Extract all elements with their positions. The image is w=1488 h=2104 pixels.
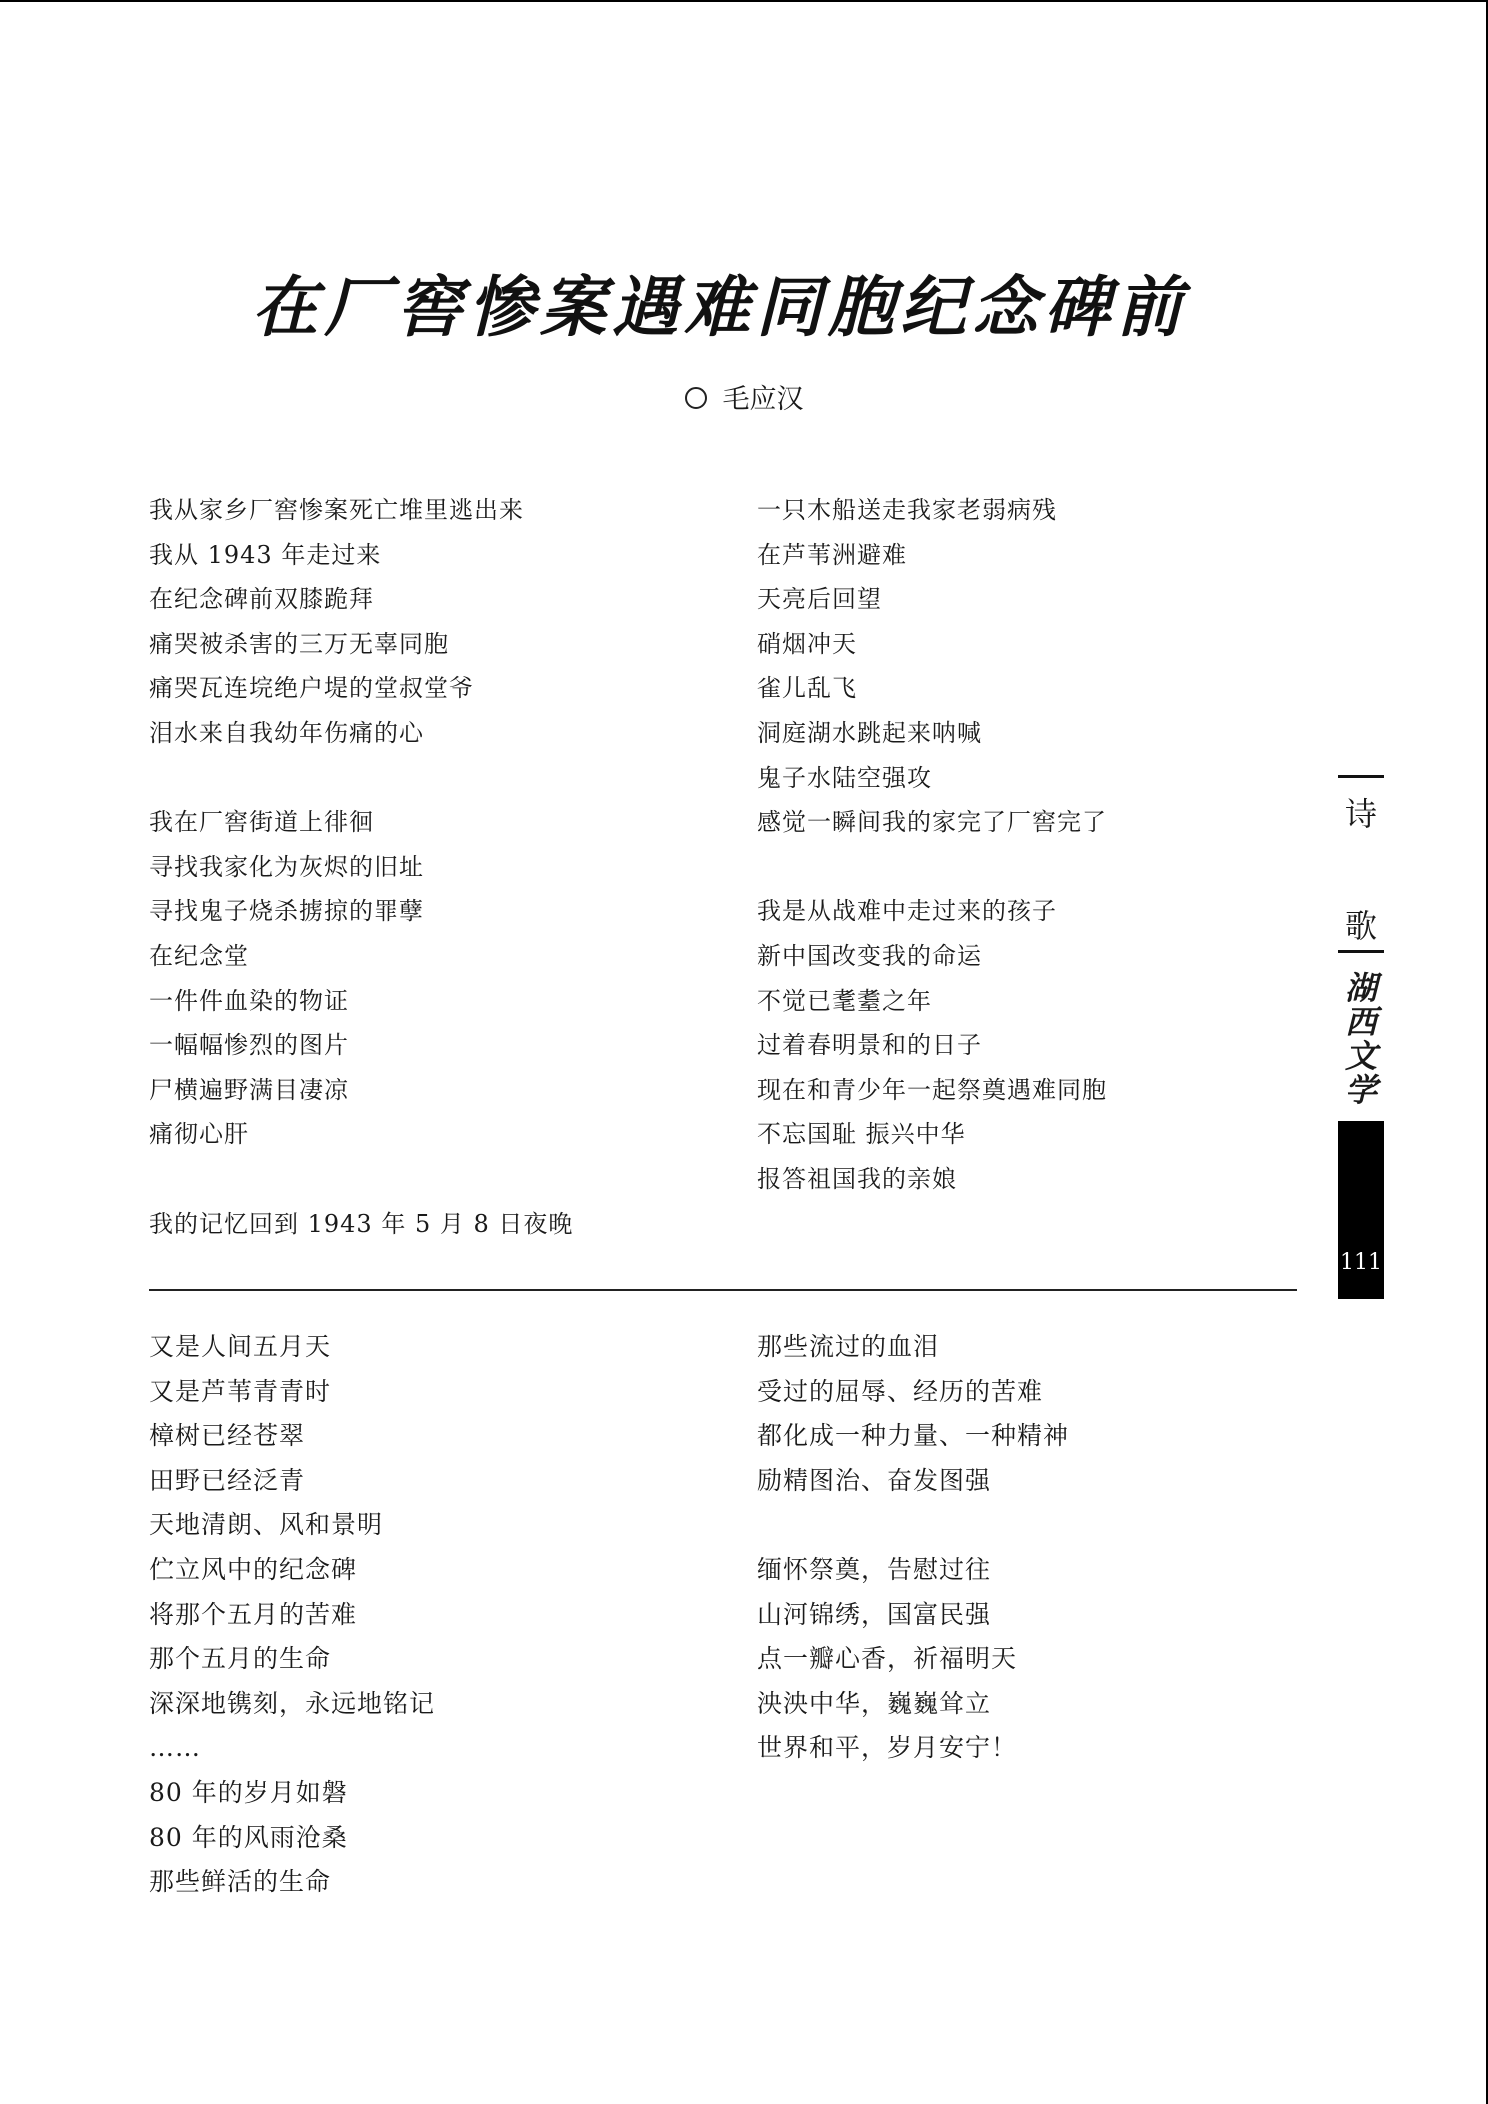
section-char-1: 诗	[1344, 795, 1377, 833]
poem-line: 深深地镌刻，永远地铭记	[149, 1688, 436, 1718]
page-number: 111	[1340, 1250, 1382, 1275]
poem-line: 寻找鬼子烧杀掳掠的罪孽	[149, 897, 424, 926]
poem-line: 一件件血染的物证	[149, 986, 349, 1015]
section-a-left-column	[149, 488, 573, 1246]
poem-line: 伫立风中的纪念碑	[149, 1554, 358, 1584]
magazine-char-1: 湖	[1344, 969, 1377, 1007]
poem-line: ……	[149, 1733, 201, 1763]
author-line	[0, 380, 1488, 420]
poem-line: 80 年的岁月如磐	[149, 1777, 348, 1807]
poem-line: 痛彻心肝	[149, 1120, 249, 1149]
poem-line: 我是从战难中走过来的孩子	[757, 897, 1057, 926]
page-number-block	[1338, 1121, 1384, 1299]
poem-line: 在纪念碑前双膝跪拜	[149, 585, 374, 614]
section-b-left-column	[149, 1325, 435, 1905]
poem-line: 泱泱中华，巍巍耸立	[757, 1688, 992, 1718]
magazine-logo	[1338, 971, 1384, 1107]
poem-line: 过着春明景和的日子	[757, 1031, 982, 1060]
poem-line: 现在和青少年一起祭奠遇难同胞	[757, 1075, 1107, 1104]
poem-line: 硝烟冲天	[757, 629, 857, 658]
sidebar-tab	[1338, 775, 1384, 1299]
stanza-break	[757, 1503, 1069, 1548]
section-b-right-column	[757, 1325, 1069, 1771]
stanza-break	[149, 1157, 573, 1202]
poem-line: 我从 1943 年走过来	[149, 540, 382, 569]
poem-line: 寻找我家化为灰烬的旧址	[149, 852, 424, 881]
poem-line: 雀儿乱飞	[757, 674, 857, 703]
poem-line: 都化成一种力量、一种精神	[757, 1421, 1070, 1451]
magazine-char-4: 学	[1344, 1071, 1377, 1109]
poem-line: 尸横遍野满目凄凉	[149, 1075, 349, 1104]
poem-line: 山河锦绣，国富民强	[757, 1599, 992, 1629]
magazine-char-2: 西	[1344, 1003, 1377, 1041]
poem-line: 痛哭被杀害的三万无辜同胞	[149, 629, 449, 658]
poem-line: 天地清朗、风和景明	[149, 1510, 384, 1540]
sidebar-rule-mid	[1338, 950, 1384, 953]
poem-line: 在纪念堂	[149, 941, 249, 970]
poem-line: 天亮后回望	[757, 585, 882, 614]
poem-line: 报答祖国我的亲娘	[757, 1164, 957, 1193]
poem-line: 鬼子水陆空强攻	[757, 763, 932, 792]
author-circle-icon	[685, 387, 707, 409]
magazine-char-3: 文	[1344, 1037, 1377, 1075]
poem-line: 一幅幅惨烈的图片	[149, 1031, 349, 1060]
sidebar-rule-top	[1338, 775, 1384, 778]
poem-line: 樟树已经苍翠	[149, 1421, 306, 1451]
stanza-break	[149, 756, 573, 801]
poem-title: 在厂窖惨案遇难同胞纪念碑前	[252, 268, 1188, 346]
poem-line: 80 年的风雨沧桑	[149, 1822, 348, 1852]
poem-line: 不觉已耄耋之年	[757, 986, 932, 1015]
poem-line: 点一瓣心香，祈福明天	[757, 1644, 1018, 1674]
poem-line: 新中国改变我的命运	[757, 941, 982, 970]
poem-line: 那个五月的生命	[149, 1644, 332, 1674]
poem-line: 感觉一瞬间我的家完了厂窖完了	[757, 808, 1107, 837]
poem-line: 我的记忆回到 1943 年 5 月 8 日夜晚	[149, 1209, 574, 1238]
poem-line: 又是芦苇青青时	[149, 1376, 332, 1406]
stanza-break	[757, 845, 1107, 890]
poem-line: 田野已经泛青	[149, 1465, 306, 1495]
poem-line: 那些流过的血泪	[757, 1332, 940, 1361]
poem-line: 那些鲜活的生命	[149, 1867, 332, 1897]
poem-line: 在芦苇洲避难	[757, 540, 907, 569]
section-char-2: 歌	[1344, 907, 1377, 945]
poem-line: 受过的屈辱、经历的苦难	[757, 1376, 1044, 1406]
section-a-right-column	[757, 488, 1107, 1202]
poem-line: 洞庭湖水跳起来呐喊	[757, 718, 982, 747]
poem-line: 泪水来自我幼年伤痛的心	[149, 718, 424, 747]
poem-line: 不忘国耻 振兴中华	[757, 1120, 966, 1149]
page-border-top	[0, 0, 1488, 2]
poem-line: 世界和平，岁月安宁！	[757, 1733, 1018, 1763]
poem-line: 缅怀祭奠，告慰过往	[757, 1554, 992, 1584]
poem-line: 又是人间五月天	[149, 1332, 332, 1361]
poem-line: 将那个五月的苦难	[149, 1599, 358, 1629]
poem-line: 我从家乡厂窖惨案死亡堆里逃出来	[149, 496, 524, 524]
section-divider	[149, 1289, 1297, 1291]
author-name: 毛应汉	[722, 384, 804, 415]
poem-line: 我在厂窖街道上徘徊	[149, 808, 374, 837]
poem-line: 一只木船送走我家老弱病残	[757, 496, 1057, 524]
poem-line: 励精图治、奋发图强	[757, 1465, 992, 1495]
poem-line: 痛哭瓦连垸绝户堤的堂叔堂爷	[149, 674, 474, 703]
